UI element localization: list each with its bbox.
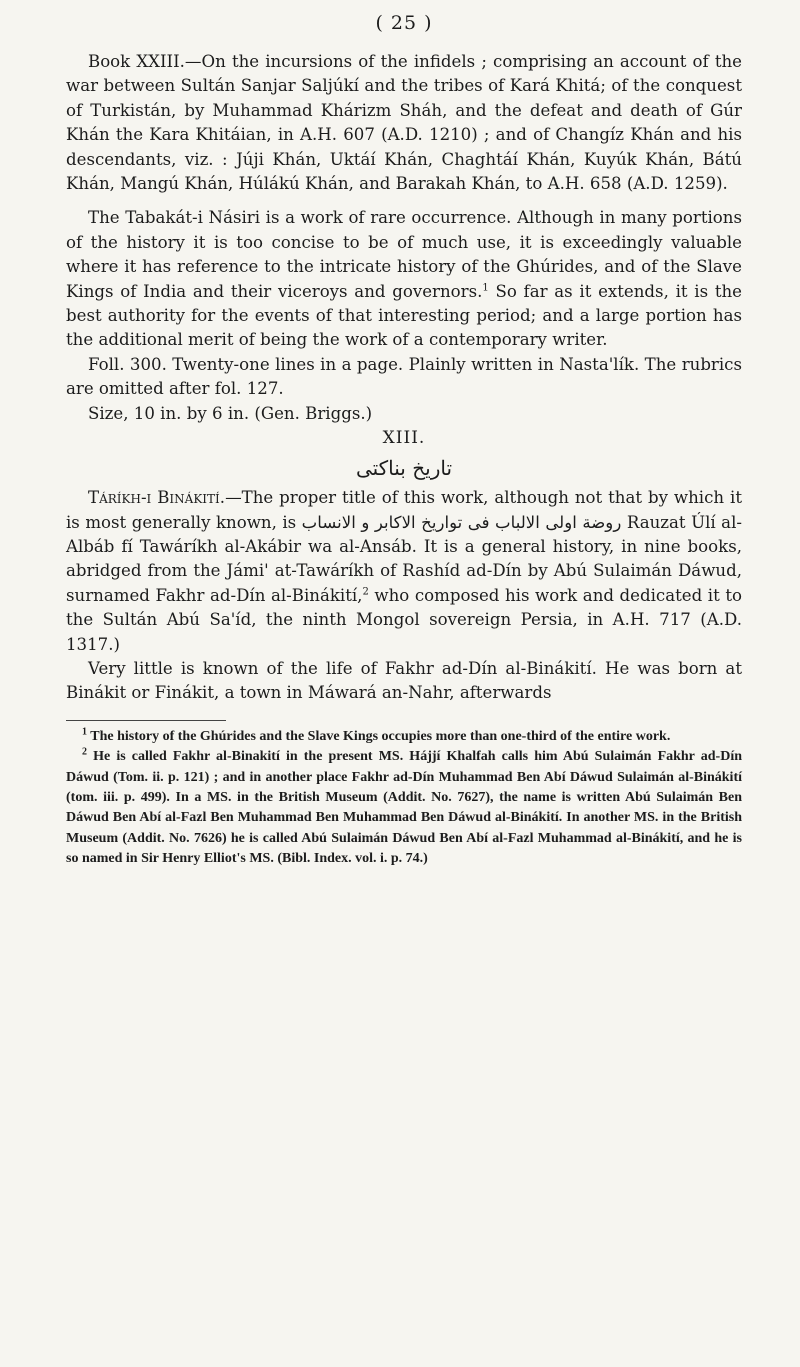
page-number: ( 25 ): [375, 12, 433, 34]
tarikh-text-b: Rauzat Úlí al-Albáb fí Tawáríkh al-Akábir wa al-Ansáb. It is a general history, in nine books, abridged from the Jámi' at-Tawáríkh of Rashíd ad-Dín by Abú Sulaimán Dáwud, surnamed Fakhr ad-Dín al-Binákití,: [66, 512, 742, 605]
footnote-2-text: He is called Fakhr al-Binakití in the present MS. Hájjí Khalfah calls him Abú Sulaimán Fakhr ad-Dín Dáwud (Tom. ii. p. 121) ; and in another place Fakhr ad-Dín Muhammad Ben Abí Dáwud Sulaimán al-Binákití (tom. iii. p. 499). In a MS. in the British Museum (Addit. No. 7627), the name is written Abú Sulaimán Ben Dáwud Ben Abí al-Fazl Ben Muhammad Ben Muhammad Ben Dáwud al-Binákití. In another MS. in the British Museum (Addit. No. 7626) he is called Abú Sulaimán Dáwud Ben Abí al-Fazl Muhammad al-Binákití, and he is so named in Sir Henry Elliot's MS. (Bibl. Index. vol. i. p. 74.): [66, 749, 742, 867]
book-xxiii-paragraph: Book XXIII.—On the incursions of the infidels ; comprising an account of the war between Sultán Sanjar Saljúkí and the tribes of Kará Khitá; of the conquest of Turkistán, by Muhammad Khárizm Sháh, and the defeat and death of Gúr Khán the Kara Khitáian, in A.H. 607 (A.D. 1210) ; and of Changíz Khán and his descendants, viz. : Júji Khán, Uktáí Khán, Chaghtáí Khán, Kuyúk Khán, Bátú Khán, Mangú Khán, Húlákú Khán, and Barakah Khán, to A.H. 658 (A.D. 1259).: [66, 52, 742, 194]
tarikh-paragraph: [66, 486, 742, 657]
footnote-divider: [66, 720, 226, 721]
footnote-ref-1: 1: [482, 282, 489, 294]
tabakat-text-b: So far as it extends, it is the best authority for the events of that interesting period; and a large portion has the additional merit of being the work of a contemporary writer.: [66, 281, 742, 350]
tarikh-text-a: —The proper title of this work, although not that by which it is most generally known, is: [66, 488, 742, 532]
paragraph-gap: [66, 196, 742, 206]
life-paragraph: Very little is known of the life of Fakhr ad-Dín al-Binákití. He was born at Binákit or Finákit, a town in Máwará an-Nahr, afterwards: [66, 658, 742, 703]
footnote-2: [66, 747, 742, 869]
footnote-ref-2: 2: [362, 586, 369, 598]
tarikh-arabic-title: روضة اولی الالباب فی تواریخ الاکابر و الانساب: [301, 512, 622, 532]
footnote-1: [66, 727, 742, 747]
tarikh-text-c: who composed his work and dedicated it to the Sultán Abú Sa'íd, the ninth Mongol sovereign Persia, in A.H. 717 (A.D. 1317.): [66, 585, 742, 654]
footnote-2-mark: 2: [82, 746, 87, 758]
footnote-1-mark: 1: [82, 726, 87, 738]
tabakat-paragraph: [66, 206, 742, 352]
size-paragraph: Size, 10 in. by 6 in. (Gen. Briggs.): [88, 403, 373, 423]
footnote-1-text: The history of the Ghúrides and the Slave Kings occupies more than one-third of the entire work.: [87, 728, 671, 744]
tarikh-lead: Táríkh-i Binákití.: [88, 488, 226, 508]
section-heading: XIII.: [382, 428, 426, 449]
arabic-title: تاریخ بناکتی: [355, 456, 453, 481]
tabakat-text-a: The Tabakát-i Násiri is a work of rare occurrence. Although in many portions of the history it is too concise to be of much use, it is exceedingly valuable where it has reference to the intricate history of the Ghúrides, and of the Slave Kings of India and their viceroys and governors.: [66, 208, 742, 301]
folio-paragraph: Foll. 300. Twenty-one lines in a page. Plainly written in Nasta'lík. The rubrics are omitted after fol. 127.: [66, 354, 742, 399]
